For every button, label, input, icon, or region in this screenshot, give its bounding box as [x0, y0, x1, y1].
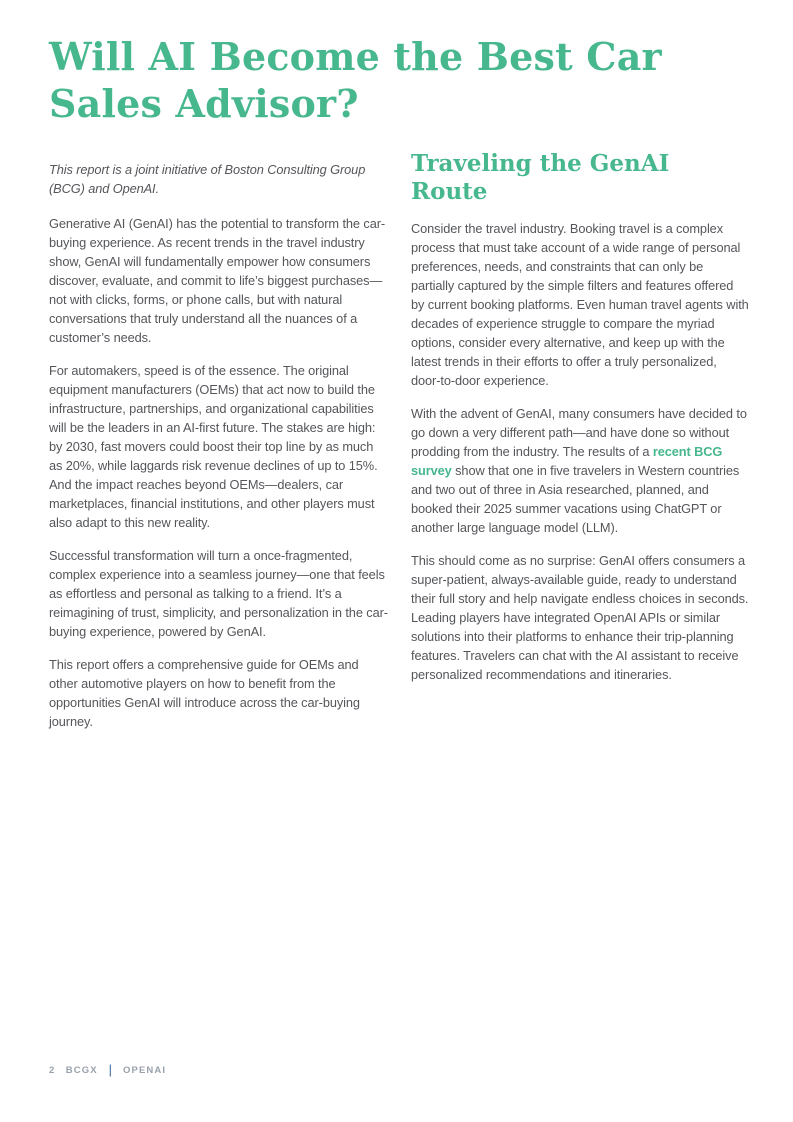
paragraph-travel-industry: Consider the travel industry. Booking travel is a complex process that must take account of a wide range of personal preferences, needs, and constraints that can only be partially captured by the simple filters and features offered by current booking platforms. Even human travel agents with decades of experience struggle to compare the myriad options, consider every alternative, and keep up with the latest trends in their efforts to offer a truly personalized, door-to-door experience.: [411, 221, 749, 388]
paragraph-automakers-speed: For automakers, speed is of the essence. The original equipment manufacturers (OEMs) that act now to build the infrastructure, partnerships, and organizational capabilities will be the leaders in an AI-first future. The stakes are high: by 2030, fast movers could boost their top line by as much as 20%, while laggards risk revenue declines of up to 15%. And the impact reaches beyond OEMs—dealers, car marketplaces, financial institutions, and other players must also adapt to this new reality.: [49, 363, 378, 530]
section-heading-traveling-genai-route: Traveling the GenAI Route: [411, 150, 670, 205]
footer-brand-openai: OPENAI: [123, 1065, 167, 1076]
page-title: [49, 33, 662, 127]
footer-brand-bcgx: BCGX: [65, 1065, 98, 1076]
joint-initiative-note: This report is a joint initiative of Boston Consulting Group (BCG) and OpenAI.: [49, 162, 366, 196]
paragraph-advent-of-genai: [411, 404, 749, 537]
right-column: [411, 150, 749, 745]
page-title-line-2: Sales Advisor?: [49, 81, 359, 126]
paragraph-no-surprise: This should come as no surprise: GenAI offers consumers a super-patient, always-available guide, ready to understand their full story and help navigate endless choices in seconds. Leading players have integrated OpenAI APIs or similar solutions into their platforms to enhance their trip-planning features. Travelers can chat with the AI assistant to receive personalized recommendations and itineraries.: [411, 553, 749, 682]
paragraph-successful-transformation: Successful transformation will turn a once-fragmented, complex experience into a seamless journey—one that feels as effortless and personal as talking to a friend. It’s a reimagining of trust, simplicity, and personalization in the car-buying experience, powered by GenAI.: [49, 548, 388, 639]
page-number: 2: [49, 1065, 55, 1076]
left-column: [49, 150, 390, 745]
paragraph-report-guide: This report offers a comprehensive guide for OEMs and other automotive players on how to benefit from the opportunities GenAI will introduce across the car-buying journey.: [49, 657, 360, 729]
paragraph-2-text-after-link: show that one in five travelers in Western countries and two out of three in Asia researched, planned, and booked their 2025 summer vacations using ChatGPT or another large language model (LLM).: [411, 463, 740, 535]
recent-bcg-survey-link[interactable]: recent BCG survey: [411, 444, 723, 478]
page-title-line-1: Will AI Become the Best Car: [49, 34, 662, 79]
paragraph-2-text-before-link: With the advent of GenAI, many consumers have decided to go down a very different path—and have done so without prodding from the industry. The results of a: [411, 406, 747, 459]
two-column-body: [49, 150, 749, 745]
footer-divider-bar: |: [108, 1062, 113, 1077]
page-footer: [49, 1064, 166, 1077]
paragraph-genai-potential: Generative AI (GenAI) has the potential to transform the car-buying experience. As recent trends in the travel industry show, GenAI will fundamentally empower how consumers discover, evaluate, and commit to life’s biggest purchases—not with clicks, forms, or phone calls, but with natural conversations that truly understand all the nuances of a customer’s needs.: [49, 216, 386, 345]
